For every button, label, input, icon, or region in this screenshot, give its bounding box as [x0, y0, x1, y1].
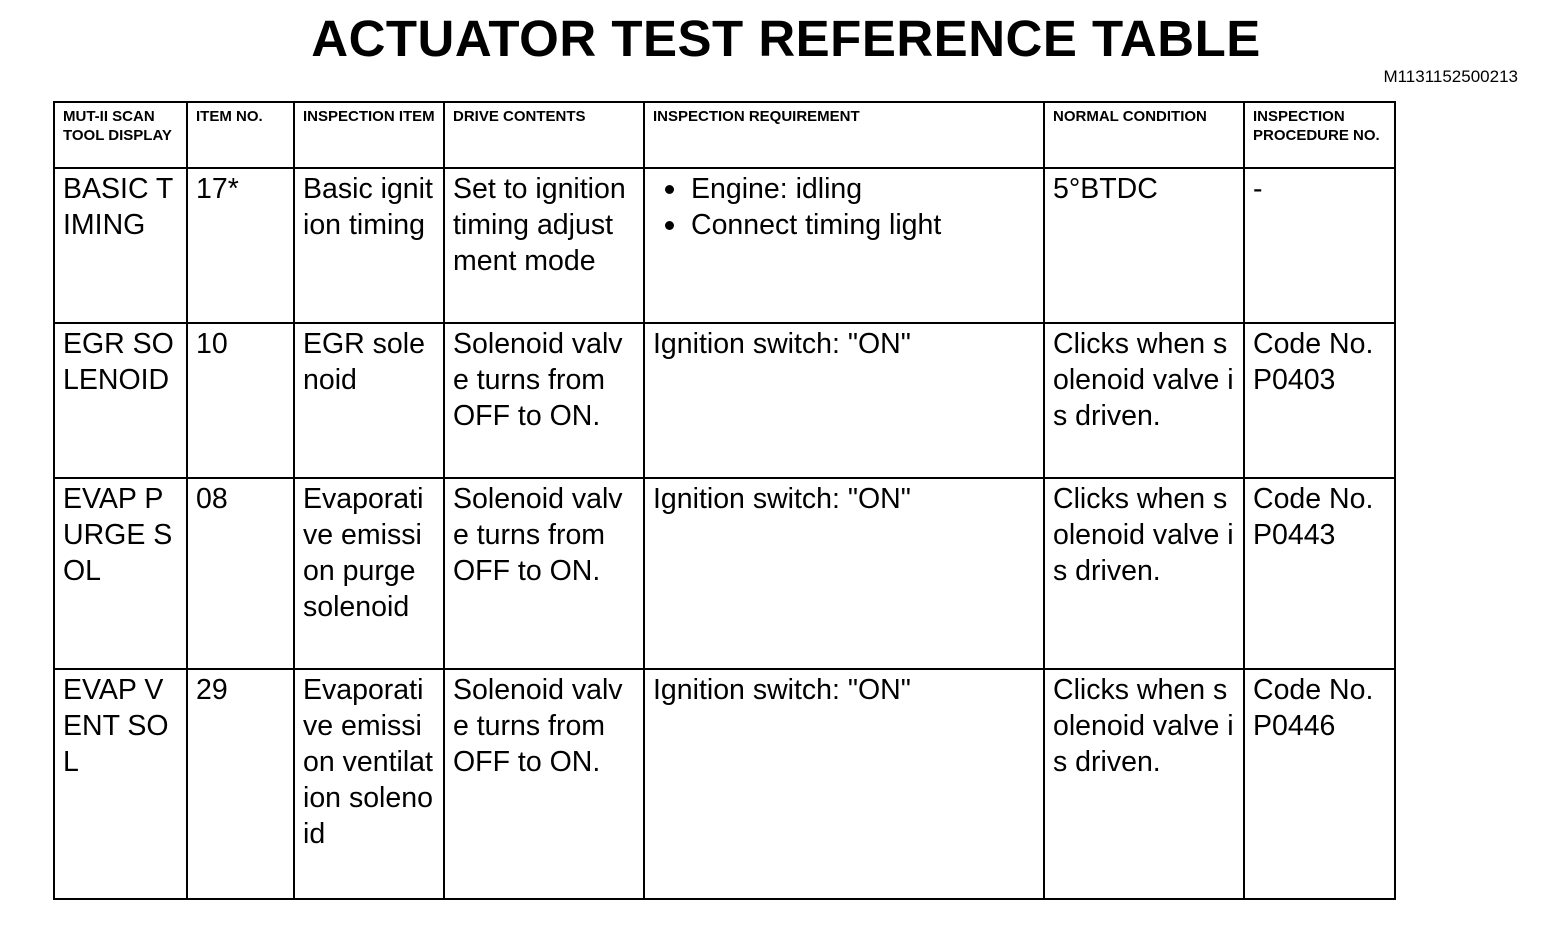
header-normal-condition: NORMAL CONDITION: [1044, 102, 1244, 168]
cell-display: EVAP PURGE SOL: [54, 478, 187, 669]
cell-display: BASIC TIMING: [54, 168, 187, 323]
table-row: [54, 323, 1395, 478]
cell-drive-contents: Solenoid valve turns from OFF to ON.: [444, 669, 644, 899]
header-inspection-item: INSPECTION ITEM: [294, 102, 444, 168]
document-code: M1131152500213: [1383, 67, 1518, 86]
cell-item-no: 17*: [187, 168, 294, 323]
table-row: [54, 669, 1395, 899]
cell-procedure-no: Code No. P0403: [1244, 323, 1395, 478]
table-header-row: [54, 102, 1395, 168]
cell-item-no: 08: [187, 478, 294, 669]
table-row: [54, 168, 1395, 323]
cell-normal-condition: 5°BTDC: [1044, 168, 1244, 323]
cell-drive-contents: Solenoid valve turns from OFF to ON.: [444, 478, 644, 669]
cell-inspection-item: Basic ignition timing: [294, 168, 444, 323]
list-item: Connect timing light: [691, 207, 1035, 243]
cell-normal-condition: Clicks when solenoid valve is driven.: [1044, 669, 1244, 899]
cell-item-no: 29: [187, 669, 294, 899]
cell-requirement: [644, 168, 1044, 323]
header-procedure-no: INSPECTION PROCEDURE NO.: [1244, 102, 1395, 168]
cell-requirement: Ignition switch: "ON": [644, 669, 1044, 899]
cell-normal-condition: Clicks when solenoid valve is driven.: [1044, 323, 1244, 478]
header-inspection-requirement: INSPECTION REQUIREMENT: [644, 102, 1044, 168]
header-scan-tool-display: MUT-II SCAN TOOL DISPLAY: [54, 102, 187, 168]
cell-inspection-item: Evaporative emission purge solenoid: [294, 478, 444, 669]
cell-requirement: Ignition switch: "ON": [644, 478, 1044, 669]
actuator-test-table: [53, 101, 1396, 900]
cell-item-no: 10: [187, 323, 294, 478]
table-row: [54, 478, 1395, 669]
cell-display: EGR SOLENOID: [54, 323, 187, 478]
cell-inspection-item: EGR solenoid: [294, 323, 444, 478]
requirement-list: [653, 171, 1035, 243]
cell-procedure-no: Code No. P0443: [1244, 478, 1395, 669]
cell-inspection-item: Evaporative emission ventilation solenoid: [294, 669, 444, 899]
header-item-no: ITEM NO.: [187, 102, 294, 168]
cell-procedure-no: -: [1244, 168, 1395, 323]
cell-drive-contents: Solenoid valve turns from OFF to ON.: [444, 323, 644, 478]
cell-display: EVAP VENT SOL: [54, 669, 187, 899]
header-drive-contents: DRIVE CONTENTS: [444, 102, 644, 168]
cell-drive-contents: Set to ignition timing adjustment mode: [444, 168, 644, 323]
cell-requirement: Ignition switch: "ON": [644, 323, 1044, 478]
cell-normal-condition: Clicks when solenoid valve is driven.: [1044, 478, 1244, 669]
list-item: Engine: idling: [691, 171, 1035, 207]
cell-procedure-no: Code No. P0446: [1244, 669, 1395, 899]
page-title: ACTUATOR TEST REFERENCE TABLE: [311, 10, 1261, 67]
